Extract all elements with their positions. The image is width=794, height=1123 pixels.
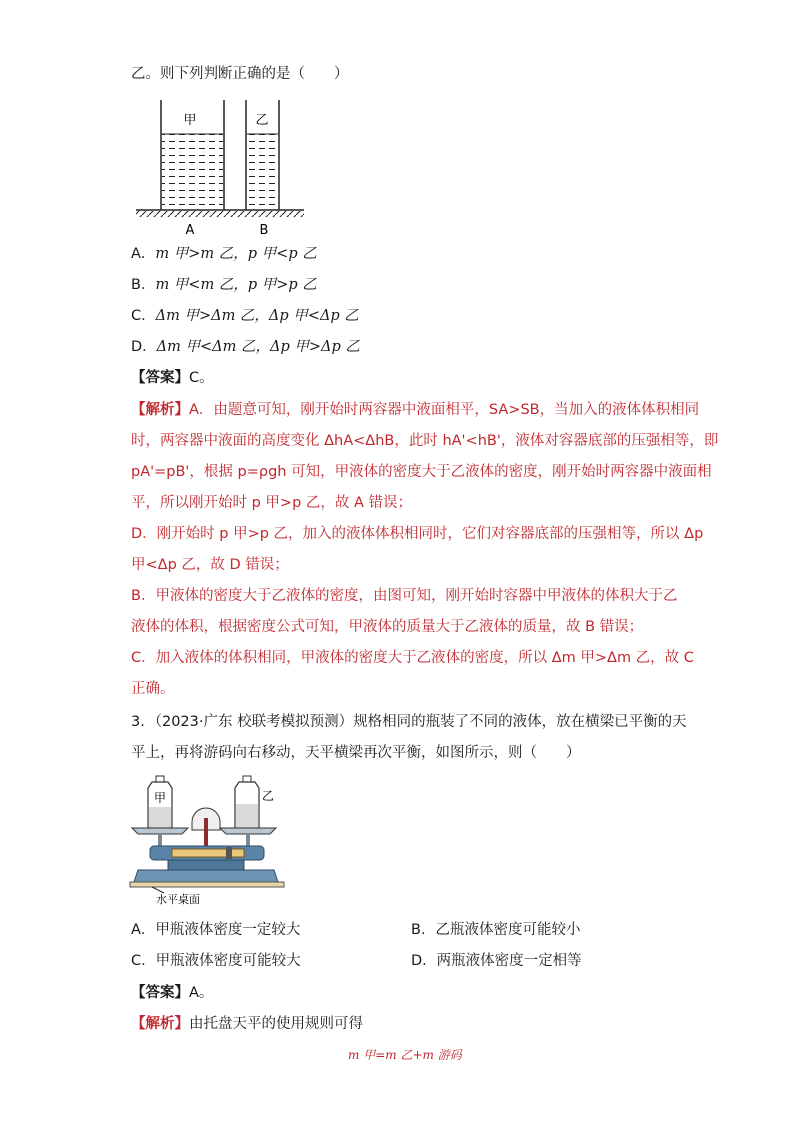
bottle-left xyxy=(148,776,172,828)
q2-option-d: D．Δm 甲<Δm 乙，Δp 甲>Δp 乙 xyxy=(131,339,360,355)
q3-balance-figure xyxy=(128,774,288,906)
container-b xyxy=(246,100,279,210)
rider xyxy=(226,847,232,859)
container-a-label: 甲 xyxy=(183,113,197,128)
q2-option-a: A．m 甲>m 乙，p 甲<p 乙 xyxy=(131,246,317,262)
q3-option-b: B．乙瓶液体密度可能较小 xyxy=(411,922,581,938)
pan-left xyxy=(132,828,188,834)
container-a xyxy=(161,100,224,210)
q2-analysis-line-9: C．加入液体的体积相同，甲液体的密度大于乙液体的密度，所以 Δm 甲>Δm 乙，故 C xyxy=(131,650,694,666)
base xyxy=(134,870,278,882)
base-top xyxy=(168,860,244,870)
q2-analysis-line-3: pA'=pB'，根据 p=ρgh 可知，甲液体的密度大于乙液体的密度，刚开始时两容器中液面相 xyxy=(131,464,712,480)
answer-tag: 【答案】 xyxy=(131,370,189,386)
q2-option-c: C．Δm 甲>Δm 乙，Δp 甲<Δp 乙 xyxy=(131,308,359,324)
q2-stem-tail: 乙。则下列判断正确的是（ ） xyxy=(131,66,349,82)
q3-stem-line-1: 3．（2023·广东 校联考模拟预测）规格相同的瓶装了不同的液体，放在横梁已平衡的天 xyxy=(131,714,687,730)
ground-hatch xyxy=(136,211,304,217)
q3-answer: 【答案】A。 xyxy=(131,985,214,1001)
q3-stem-line-2: 平上，再将游码向右移动，天平横梁再次平衡，如图所示，则（ ） xyxy=(131,745,581,761)
q3-option-a: A．甲瓶液体密度一定较大 xyxy=(131,922,301,938)
bottle-left-label: 甲 xyxy=(153,791,167,805)
q2-analysis-line-1: 【解析】A．由题意可知，刚开始时两容器中液面相平，SA>SB，当加入的液体体积相同 xyxy=(131,402,700,418)
q2-analysis-line-8: 液体的体积，根据密度公式可知，甲液体的质量大于乙液体的质量，故 B 错误； xyxy=(131,619,644,635)
desk-label: 水平桌面 xyxy=(156,893,200,906)
answer-value: C。 xyxy=(189,370,214,386)
pan-right xyxy=(220,828,276,834)
label-a: A xyxy=(185,223,195,238)
analysis-tag: 【解析】 xyxy=(131,402,189,418)
q2-option-b: B．m 甲<m 乙，p 甲>p 乙 xyxy=(131,277,317,293)
q2-analysis-line-10: 正确。 xyxy=(131,681,175,697)
bottle-right-label: 乙 xyxy=(261,789,275,803)
bottle-right xyxy=(235,776,274,828)
q2-container-figure xyxy=(128,96,308,241)
q2-analysis-line-5: D．刚开始时 p 甲>p 乙，加入的液体体积相同时，它们对容器底部的压强相等，所以 Δp xyxy=(131,526,704,542)
q3-option-d: D．两瓶液体密度一定相等 xyxy=(411,953,582,969)
q2-analysis-line-7: B．甲液体的密度大于乙液体的密度，由图可知，刚开始时容器中甲液体的体积大于乙 xyxy=(131,588,678,604)
q2-analysis-line-6: 甲<Δp 乙，故 D 错误； xyxy=(131,557,289,573)
label-b: B xyxy=(259,223,269,238)
desk-surface xyxy=(130,882,284,887)
q3-formula: m 甲=m 乙+m 游码 xyxy=(348,1048,462,1062)
q2-analysis-line-2: 时，两容器中液面的高度变化 ΔhA<ΔhB，此时 hA'<hB'，液体对容器底部的压强相等，即 xyxy=(131,433,719,449)
q2-answer xyxy=(131,368,214,388)
scale-ruler xyxy=(172,849,244,857)
q3-analysis: 【解析】由托盘天平的使用规则可得 xyxy=(131,1016,363,1032)
pointer xyxy=(204,818,208,848)
container-b-label: 乙 xyxy=(255,113,269,128)
q3-option-c: C．甲瓶液体密度可能较大 xyxy=(131,953,301,969)
q2-analysis-line-4: 平，所以刚开始时 p 甲>p 乙，故 A 错误； xyxy=(131,495,413,511)
